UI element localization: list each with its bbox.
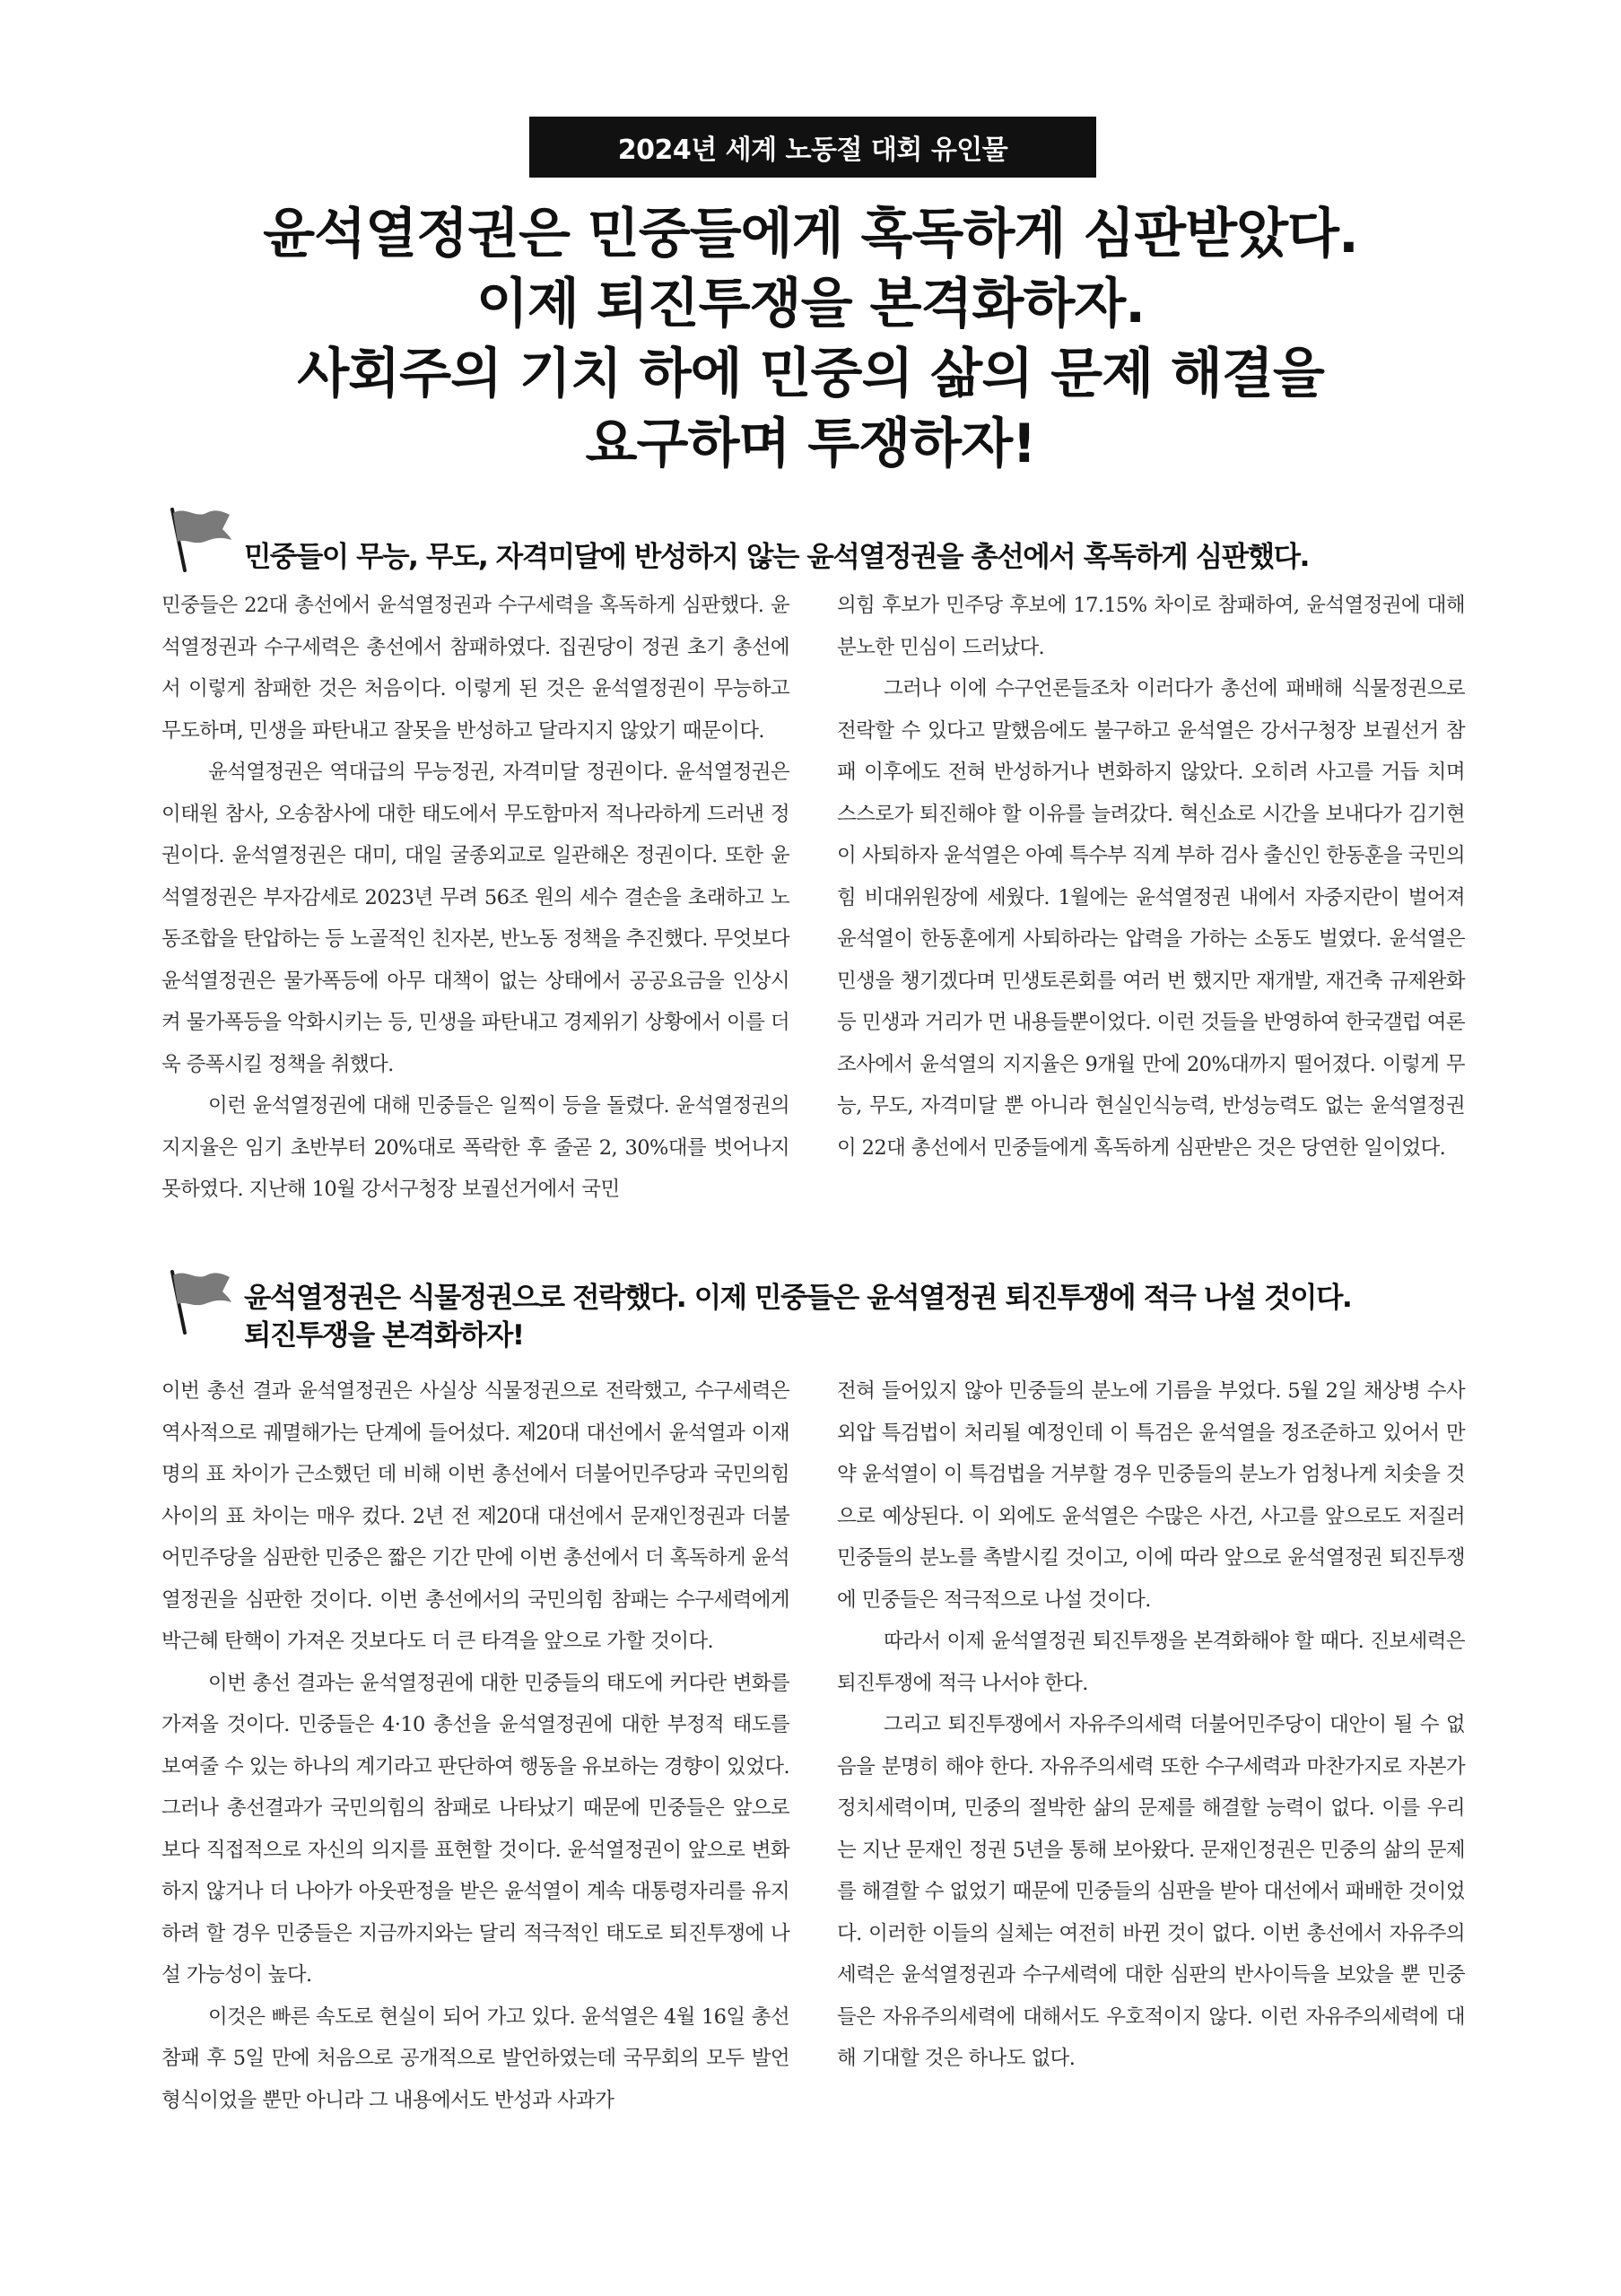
headline-line-2: 이제 퇴진투쟁을 본격화하자. (475, 273, 1146, 335)
paragraph: 이번 총선 결과는 윤석열정권에 대한 민중들의 태도에 커다란 변화를 가져올 것이다. 민중들은 4·10 총선을 윤석열정권에 대한 부정적 태도를 보여줄 수 있는 하나의 계기라고 판단하여 행동을 유보하는 경향이 있었다. 그러나 총선결과가 국민의힘의 참패로 나타났기 때문에 민중들은 앞으로 보다 직접적으로 자신의 의지를 표현할 것이다. 윤석열정권이 앞으로 변화하지 않거나 더 나아가 아웃판정을 받은 윤석열이 계속 대통령자리를 유지하려 할 경우 민중들은 지금까지와는 달리 적극적인 태도로 퇴진투쟁에 나설 가능성이 높다. (161, 1671, 789, 1987)
flag-icon (165, 1265, 237, 1336)
paragraph: 그리고 퇴진투쟁에서 자유주의세력 더불어민주당이 대안이 될 수 없음을 분명히 해야 한다. 자유주의세력 또한 수구세력과 마찬가지로 자본가 정치세력이며, 민중의 절박한 삶의 문제를 해결할 능력이 없다. 이를 우리는 지난 문재인 정권 5년을 통해 보아왔다. 문재인정권은 민중의 삶의 문제를 해결할 수 없었기 때문에 민중들의 심판을 받아 대선에서 패배한 것이었다. 이러한 이들의 실체는 여전히 바뀐 것이 없다. 이번 총선에서 자유주의세력은 윤석열정권과 수구세력에 대한 심판의 반사이득을 보았을 뿐 민중들은 자유주의세력에 대해서도 우호적이지 않다. 이런 자유주의세력에 대해 기대할 것은 하나도 없다. (837, 1713, 1465, 2070)
headline-line-1: 윤석열정권은 민중들에게 혹독하게 심판받았다. (263, 203, 1358, 265)
section1-heading: 민중들이 무능, 무도, 자격미달에 반성하지 않는 윤석열정권을 총선에서 혹독하게 심판했다. (244, 541, 1309, 573)
paragraph: 따라서 이제 윤석열정권 퇴진투쟁을 본격화해야 할 때다. 진보세력은 퇴진투쟁에 적극 나서야 한다. (837, 1630, 1465, 1695)
section2-right-column (837, 1370, 1465, 2080)
section2-heading-line-2: 퇴진투쟁을 본격화하자! (244, 1319, 524, 1352)
paragraph: 윤석열정권은 역대급의 무능정권, 자격미달 정권이다. 윤석열정권은 이태원 참사, 오송참사에 대한 태도에서 무도함마저 적나라하게 드러낸 정권이다. 윤석열정권은 대미, 대일 굴종외교로 일관해온 정권이다. 또한 윤석열정권은 부자감세로 2023년 무려 56조 원의 세수 결손을 초래하고 노동조합을 탄압하는 등 노골적인 친자본, 반노동 정책을 추진했다. 무엇보다 윤석열정권은 물가폭등에 아무 대책이 없는 상태에서 공공요금을 인상시켜 물가폭등을 악화시키는 등, 민생을 파탄내고 경제위기 상황에서 이를 더욱 증폭시킬 정책을 취했다. (161, 761, 789, 1076)
flag-icon (165, 502, 237, 574)
headline-line-4: 요구하며 투쟁하자! (585, 413, 1036, 475)
section1-right-column (837, 585, 1465, 1169)
paragraph: 그러나 이에 수구언론들조차 이러다가 총선에 패배해 식물정권으로 전락할 수 있다고 말했음에도 불구하고 윤석열은 강서구청장 보궐선거 참패 이후에도 전혀 반성하거나 변화하지 않았다. 오히려 사고를 거듭 치며 스스로가 퇴진해야 할 이유를 늘려갔다. 혁신쇼로 시간을 보내다가 김기현이 사퇴하자 윤석열은 아예 특수부 직계 부하 검사 출신인 한동훈을 국민의힘 비대위원장에 세웠다. 1월에는 윤석열정권 내에서 자중지란이 벌어져 윤석열이 한동훈에게 사퇴하라는 압력을 가하는 소동도 벌였다. 윤석열은 민생을 챙기겠다며 민생토론회를 여러 번 했지만 재개발, 재건축 규제완화 등 민생과 거리가 먼 내용들뿐이었다. 이런 것들을 반영하여 한국갤럽 여론조사에서 윤석열의 지지율은 9개월 만에 20%대까지 떨어졌다. 이렇게 무능, 무도, 자격미달 뿐 아니라 현실인식능력, 반성능력도 없는 윤석열정권이 22대 총선에서 민중들에게 혹독하게 심판받은 것은 당연한 일이었다. (837, 677, 1466, 1160)
paragraph: 이것은 빠른 속도로 현실이 되어 가고 있다. 윤석열은 4월 16일 총선 참패 후 5일 만에 처음으로 공개적으로 발언하였는데 국무회의 모두 발언 형식이었을 뿐만 아니라 그 내용에서도 반성과 사과가 (161, 2005, 789, 2112)
section1-left-column (161, 585, 789, 1211)
section2-heading-line-1: 윤석열정권은 식물정권으로 전락했다. 이제 민중들은 윤석열정권 퇴진투쟁에 적극 나설 것이다. (244, 1282, 1352, 1314)
event-banner: 2024년 세계 노동절 대회 유인물 (529, 117, 1096, 178)
headline-line-3: 사회주의 기치 하에 민중의 삶의 문제 해결을 (297, 343, 1324, 405)
paragraph: 의힘 후보가 민주당 후보에 17.15% 차이로 참패하여, 윤석열정권에 대해 분노한 민심이 드러났다. (837, 594, 1465, 659)
paragraph: 전혀 들어있지 않아 민중들의 분노에 기름을 부었다. 5월 2일 채상병 수사외압 특검법이 처리될 예정인데 이 특검은 윤석열을 정조준하고 있어서 만약 윤석열이 이 특검법을 거부할 경우 민중들의 분노가 엄청나게 치솟을 것으로 예상된다. 이 외에도 윤석열은 수많은 사건, 사고를 앞으로도 저질러 민중들의 분노를 촉발시킬 것이고, 이에 따라 앞으로 윤석열정권 퇴진투쟁에 민중들은 적극적으로 나설 것이다. (837, 1379, 1465, 1612)
paragraph: 민중들은 22대 총선에서 윤석열정권과 수구세력을 혹독하게 심판했다. 윤석열정권과 수구세력은 총선에서 참패하였다. 집권당이 정권 초기 총선에서 이렇게 참패한 것은 처음이다. 이렇게 된 것은 윤석열정권이 무능하고 무도하며, 민생을 파탄내고 잘못을 반성하고 달라지지 않았기 때문이다. (161, 594, 789, 743)
section2-left-column (161, 1370, 789, 2121)
paragraph: 이런 윤석열정권에 대해 민중들은 일찍이 등을 돌렸다. 윤석열정권의 지지율은 임기 초반부터 20%대로 폭락한 후 줄곧 2, 30%대를 벗어나지 못하였다. 지난해 10월 강서구청장 보궐선거에서 국민 (161, 1094, 789, 1201)
paragraph: 이번 총선 결과 윤석열정권은 사실상 식물정권으로 전락했고, 수구세력은 역사적으로 궤멸해가는 단계에 들어섰다. 제20대 대선에서 윤석열과 이재명의 표 차이가 근소했던 데 비해 이번 총선에서 더불어민주당과 국민의힘 사이의 표 차이는 매우 컸다. 2년 전 제20대 대선에서 문재인정권과 더불어민주당을 심판한 민중은 짧은 기간 만에 이번 총선에서 더 혹독하게 윤석열정권을 심판한 것이다. 이번 총선에서의 국민의힘 참패는 수구세력에게 박근혜 탄핵이 가져온 것보다도 더 큰 타격을 앞으로 가할 것이다. (161, 1379, 789, 1653)
main-headline (108, 199, 1513, 479)
